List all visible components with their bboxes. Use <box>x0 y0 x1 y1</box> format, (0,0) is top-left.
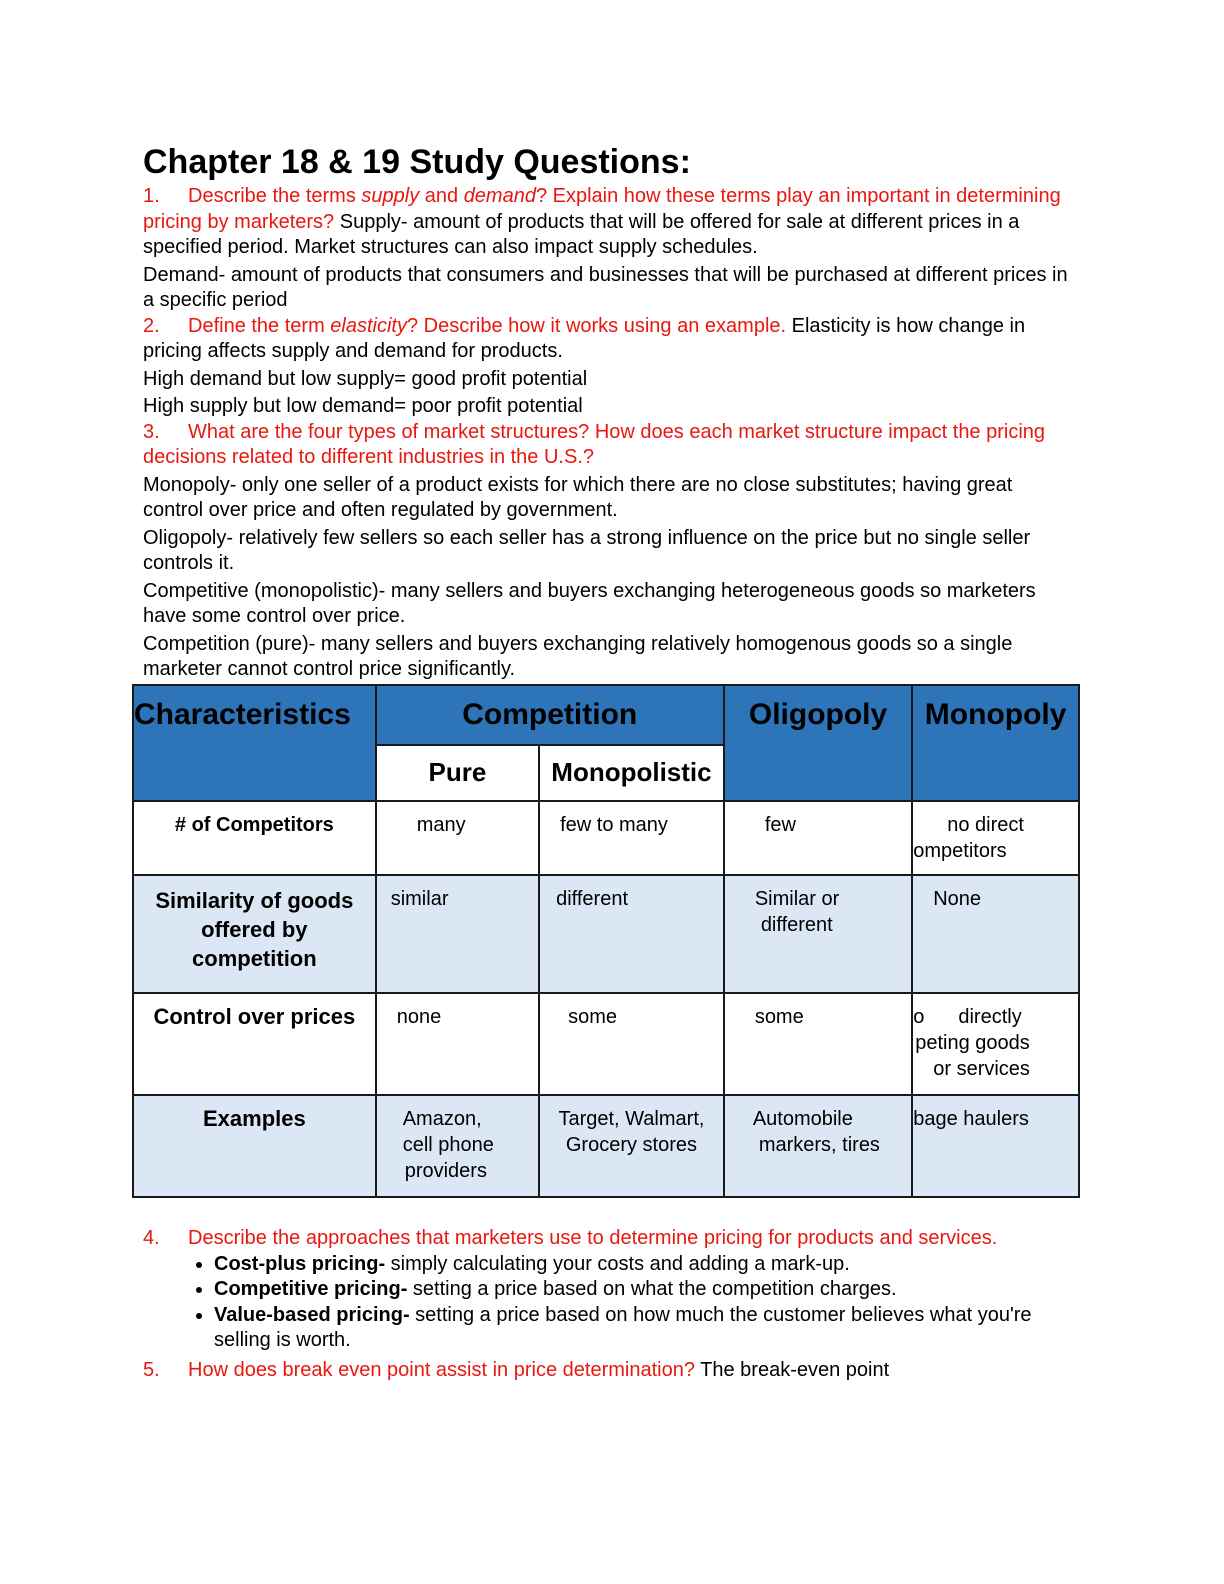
cell-oligopoly: Similar or different <box>724 875 912 993</box>
list-item: • Competitive pricing- setting a price based on what the competition charges. <box>214 1277 1073 1303</box>
header-competition: Competition <box>376 685 724 745</box>
table-row <box>133 801 1079 875</box>
table-row <box>133 875 1079 993</box>
cell-monopoly: bage haulers <box>912 1095 1079 1197</box>
header-monopoly: Monopoly <box>912 685 1079 801</box>
question-2: 2. Define the term elasticity? Describe how it works using an example. Elasticity is how change in pricing affects supply and demand for products. <box>143 314 1026 362</box>
cell-monopoly: o directly peting goods or services <box>912 993 1079 1095</box>
table-row <box>133 1095 1079 1197</box>
cell-pure: Amazon, cell phone providers <box>376 1095 539 1197</box>
header-characteristics: Characteristics <box>133 685 376 801</box>
cell-oligopoly: Automobile markers, tires <box>724 1095 912 1197</box>
answer-1-demand: Demand- amount of products that consumers and businesses that will be purchased at different prices in a specific period <box>143 263 1068 311</box>
page-title: Chapter 18 & 19 Study Questions: <box>143 143 691 181</box>
question-4: 4. Describe the approaches that marketers use to determine pricing for products and services. <box>143 1227 998 1249</box>
header-monopolistic: Monopolistic <box>539 745 724 801</box>
row-label-competitors: # of Competitors <box>133 801 376 875</box>
cell-pure: many <box>376 801 539 875</box>
answer-3-monopoly: Monopoly- only one seller of a product exists for which there are no close substitutes; having great control over price and often regulated by government. <box>143 473 1013 521</box>
answer-2-line-2: High demand but low supply= good profit potential <box>143 367 588 390</box>
cell-monopolistic: Target, Walmart, Grocery stores <box>539 1095 724 1197</box>
answer-3-monopolistic: Competitive (monopolistic)- many sellers and buyers exchanging heterogeneous goods so marketers have some control over price. <box>143 579 1036 627</box>
cell-monopolistic: few to many <box>539 801 724 875</box>
document-body <box>143 140 1073 683</box>
header-oligopoly: Oligopoly <box>724 685 912 801</box>
cell-monopolistic: some <box>539 993 724 1095</box>
row-label-similarity: Similarity of goods offered by competition <box>133 875 376 993</box>
question-5: 5. How does break even point assist in price determination? The break-even point <box>143 1358 890 1381</box>
cell-monopoly: None <box>912 875 1079 993</box>
pricing-approaches-list <box>143 1252 1073 1354</box>
question-3: 3. What are the four types of market structures? How does each market structure impact the pricing decisions related to different industries in the U.S.? <box>143 420 1046 468</box>
answer-2-line-3: High supply but low demand= poor profit potential <box>143 395 583 417</box>
cell-monopolistic: different <box>539 875 724 993</box>
question-1: 1. Describe the terms supply and demand? Explain how these terms play an important in determining pricing by marketers? Supply- amount of products that will be offered for sale at different prices in a specified period. Market structures can also impact supply schedules. <box>143 185 1061 258</box>
cell-monopoly: no direct ompetitors <box>912 801 1079 875</box>
cell-pure: similar <box>376 875 539 993</box>
cell-pure: none <box>376 993 539 1095</box>
list-item: • Cost-plus pricing- simply calculating your costs and adding a mark-up. <box>214 1252 1073 1278</box>
row-label-control: Control over prices <box>133 993 376 1095</box>
list-item: • Value-based pricing- setting a price based on how much the customer believes what you're selling is worth. <box>214 1303 1073 1354</box>
market-structures-table <box>132 684 1080 1198</box>
table-row <box>133 993 1079 1095</box>
cell-oligopoly: some <box>724 993 912 1095</box>
header-pure: Pure <box>376 745 539 801</box>
cell-oligopoly: few <box>724 801 912 875</box>
answer-3-pure: Competition (pure)- many sellers and buyers exchanging relatively homogenous goods so a single marketer cannot control price significantly. <box>143 632 1013 680</box>
row-label-examples: Examples <box>133 1095 376 1197</box>
document-body-lower <box>143 1226 1073 1383</box>
answer-3-oligopoly: Oligopoly- relatively few sellers so each seller has a strong influence on the price but no single seller controls it. <box>143 526 1031 574</box>
